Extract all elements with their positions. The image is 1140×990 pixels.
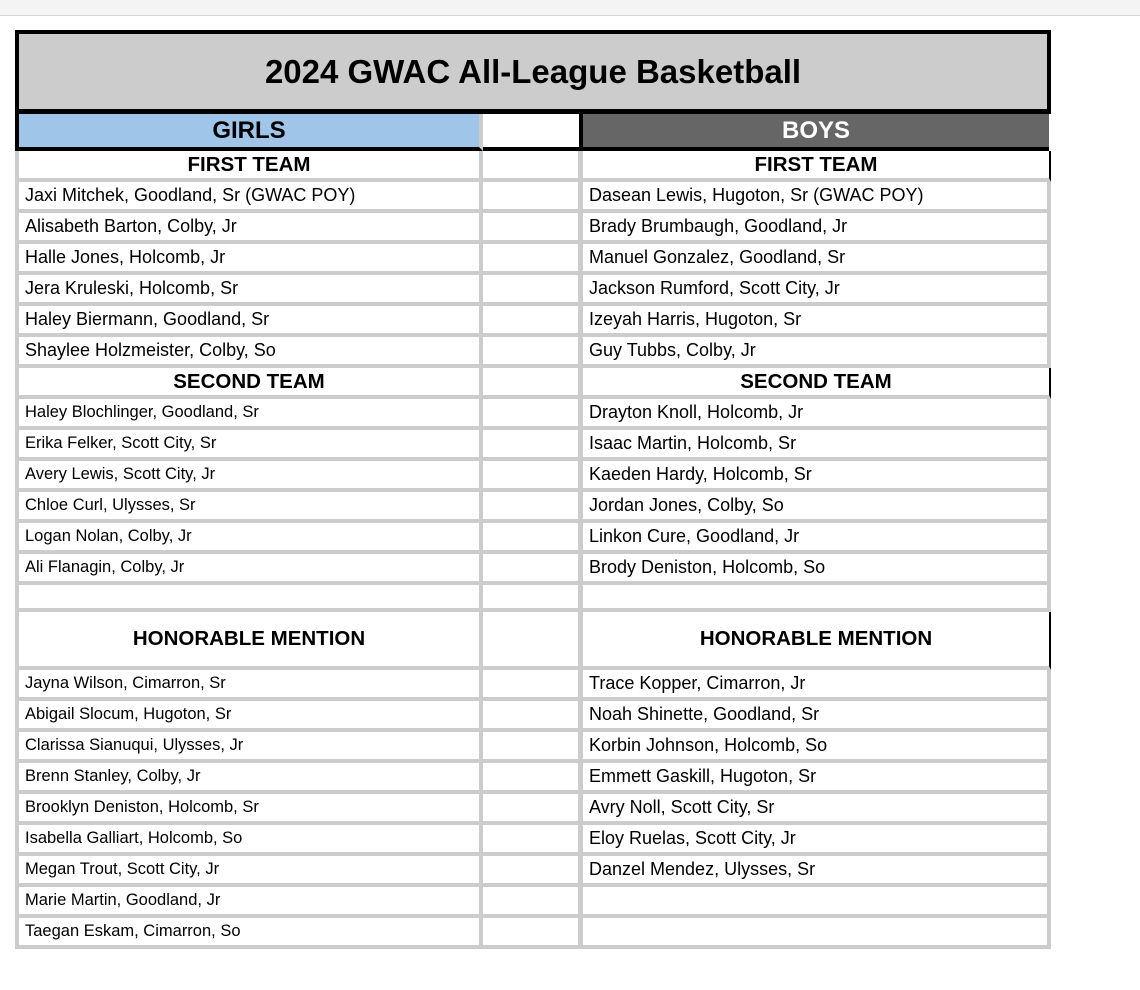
boys-honorable-mention-player: Trace Kopper, Cimarron, Jr <box>583 670 1051 701</box>
spacer-cell <box>483 670 583 701</box>
spacer-cell <box>483 732 583 763</box>
spacer-cell <box>483 523 583 554</box>
spreadsheet <box>15 30 1051 949</box>
boys-first-team-player: Izeyah Harris, Hugoton, Sr <box>583 306 1051 337</box>
girls-first-team-player: Halle Jones, Holcomb, Jr <box>15 244 483 275</box>
table-row <box>15 701 1051 732</box>
boys-honorable-mention-player: Avry Noll, Scott City, Sr <box>583 794 1051 825</box>
boys-second-team-player: Jordan Jones, Colby, So <box>583 492 1051 523</box>
table-row <box>15 461 1051 492</box>
spacer-cell <box>483 430 583 461</box>
girls-honorable-mention-player: Brooklyn Deniston, Holcomb, Sr <box>15 794 483 825</box>
spacer-cell <box>483 213 583 244</box>
girls-second-team-player: Logan Nolan, Colby, Jr <box>15 523 483 554</box>
girls-honorable-mention-player: Clarissa Sianuqui, Ulysses, Jr <box>15 732 483 763</box>
boys-first-team-player: Manuel Gonzalez, Goodland, Sr <box>583 244 1051 275</box>
spacer-cell <box>483 585 583 612</box>
boys-honorable-mention-player: Danzel Mendez, Ulysses, Sr <box>583 856 1051 887</box>
boys-second-team-player: Isaac Martin, Holcomb, Sr <box>583 430 1051 461</box>
table-row <box>15 887 1051 918</box>
boys-first-team-player: Dasean Lewis, Hugoton, Sr (GWAC POY) <box>583 182 1051 213</box>
spacer-cell <box>483 825 583 856</box>
spacer-cell <box>483 554 583 585</box>
table-row <box>15 492 1051 523</box>
spacer-cell <box>483 275 583 306</box>
table-row <box>15 732 1051 763</box>
boys-first-team-player: Jackson Rumford, Scott City, Jr <box>583 275 1051 306</box>
boys-header: BOYS <box>583 114 1049 151</box>
table-row <box>15 554 1051 585</box>
spacer-cell <box>483 612 583 670</box>
table-row <box>15 182 1051 213</box>
table-row <box>15 213 1051 244</box>
spacer-cell <box>483 701 583 732</box>
boys-first-team-player: Brady Brumbaugh, Goodland, Jr <box>583 213 1051 244</box>
girls-honorable-mention-player: Megan Trout, Scott City, Jr <box>15 856 483 887</box>
table-row <box>15 399 1051 430</box>
spacer-cell <box>483 492 583 523</box>
honorable-mention-label-row <box>15 612 1051 670</box>
boys-honorable-mention-player: Korbin Johnson, Holcomb, So <box>583 732 1051 763</box>
girls-honorable-mention-player: Isabella Galliart, Holcomb, So <box>15 825 483 856</box>
boys-second-team-player: Brody Deniston, Holcomb, So <box>583 554 1051 585</box>
girls-honorable-mention-player: Taegan Eskam, Cimarron, So <box>15 918 483 949</box>
column-header-row <box>15 114 1051 151</box>
table-row <box>15 918 1051 949</box>
girls-second-team-player: Avery Lewis, Scott City, Jr <box>15 461 483 492</box>
girls-first-team-label: FIRST TEAM <box>15 151 483 182</box>
spacer-cell <box>483 114 583 151</box>
girls-first-team-player: Jera Kruleski, Holcomb, Sr <box>15 275 483 306</box>
girls-header: GIRLS <box>15 114 483 151</box>
girls-second-team-player: Haley Blochlinger, Goodland, Sr <box>15 399 483 430</box>
sheet-title: 2024 GWAC All-League Basketball <box>15 30 1051 114</box>
girls-first-team-player: Shaylee Holzmeister, Colby, So <box>15 337 483 368</box>
boys-first-team-label: FIRST TEAM <box>583 151 1051 182</box>
spacer-cell <box>483 763 583 794</box>
empty-cell <box>15 585 483 612</box>
table-row <box>15 337 1051 368</box>
boys-second-team-player: Drayton Knoll, Holcomb, Jr <box>583 399 1051 430</box>
first-team-label-row <box>15 151 1051 182</box>
girls-honorable-mention-player: Marie Martin, Goodland, Jr <box>15 887 483 918</box>
empty-row <box>15 585 1051 612</box>
girls-honorable-mention-player: Jayna Wilson, Cimarron, Sr <box>15 670 483 701</box>
spacer-cell <box>483 306 583 337</box>
table-row <box>15 763 1051 794</box>
boys-honorable-mention-player <box>583 887 1051 918</box>
girls-second-team-player: Ali Flanagin, Colby, Jr <box>15 554 483 585</box>
spacer-cell <box>483 368 583 399</box>
girls-first-team-player: Alisabeth Barton, Colby, Jr <box>15 213 483 244</box>
boys-second-team-player: Linkon Cure, Goodland, Jr <box>583 523 1051 554</box>
boys-honorable-mention-player <box>583 918 1051 949</box>
girls-honorable-mention-label: HONORABLE MENTION <box>15 612 483 670</box>
boys-honorable-mention-player: Eloy Ruelas, Scott City, Jr <box>583 825 1051 856</box>
table-row <box>15 275 1051 306</box>
table-row <box>15 794 1051 825</box>
girls-first-team-player: Jaxi Mitchek, Goodland, Sr (GWAC POY) <box>15 182 483 213</box>
table-row <box>15 856 1051 887</box>
girls-honorable-mention-player: Brenn Stanley, Colby, Jr <box>15 763 483 794</box>
table-row <box>15 825 1051 856</box>
table-row <box>15 306 1051 337</box>
boys-first-team-player: Guy Tubbs, Colby, Jr <box>583 337 1051 368</box>
boys-second-team-player: Kaeden Hardy, Holcomb, Sr <box>583 461 1051 492</box>
boys-honorable-mention-label: HONORABLE MENTION <box>583 612 1051 670</box>
spacer-cell <box>483 887 583 918</box>
spacer-cell <box>483 461 583 492</box>
spacer-cell <box>483 918 583 949</box>
boys-honorable-mention-player: Emmett Gaskill, Hugoton, Sr <box>583 763 1051 794</box>
spacer-cell <box>483 399 583 430</box>
second-team-label-row <box>15 368 1051 399</box>
spacer-cell <box>483 794 583 825</box>
spacer-cell <box>483 856 583 887</box>
spacer-cell <box>483 244 583 275</box>
spacer-cell <box>483 337 583 368</box>
girls-first-team-player: Haley Biermann, Goodland, Sr <box>15 306 483 337</box>
spacer-cell <box>483 182 583 213</box>
girls-second-team-player: Chloe Curl, Ulysses, Sr <box>15 492 483 523</box>
girls-second-team-player: Erika Felker, Scott City, Sr <box>15 430 483 461</box>
table-row <box>15 670 1051 701</box>
spacer-cell <box>483 151 583 182</box>
table-row <box>15 523 1051 554</box>
empty-cell <box>583 585 1051 612</box>
table-row <box>15 244 1051 275</box>
browser-top-strip <box>0 0 1140 16</box>
boys-second-team-label: SECOND TEAM <box>583 368 1051 399</box>
table-row <box>15 430 1051 461</box>
boys-honorable-mention-player: Noah Shinette, Goodland, Sr <box>583 701 1051 732</box>
girls-honorable-mention-player: Abigail Slocum, Hugoton, Sr <box>15 701 483 732</box>
girls-second-team-label: SECOND TEAM <box>15 368 483 399</box>
